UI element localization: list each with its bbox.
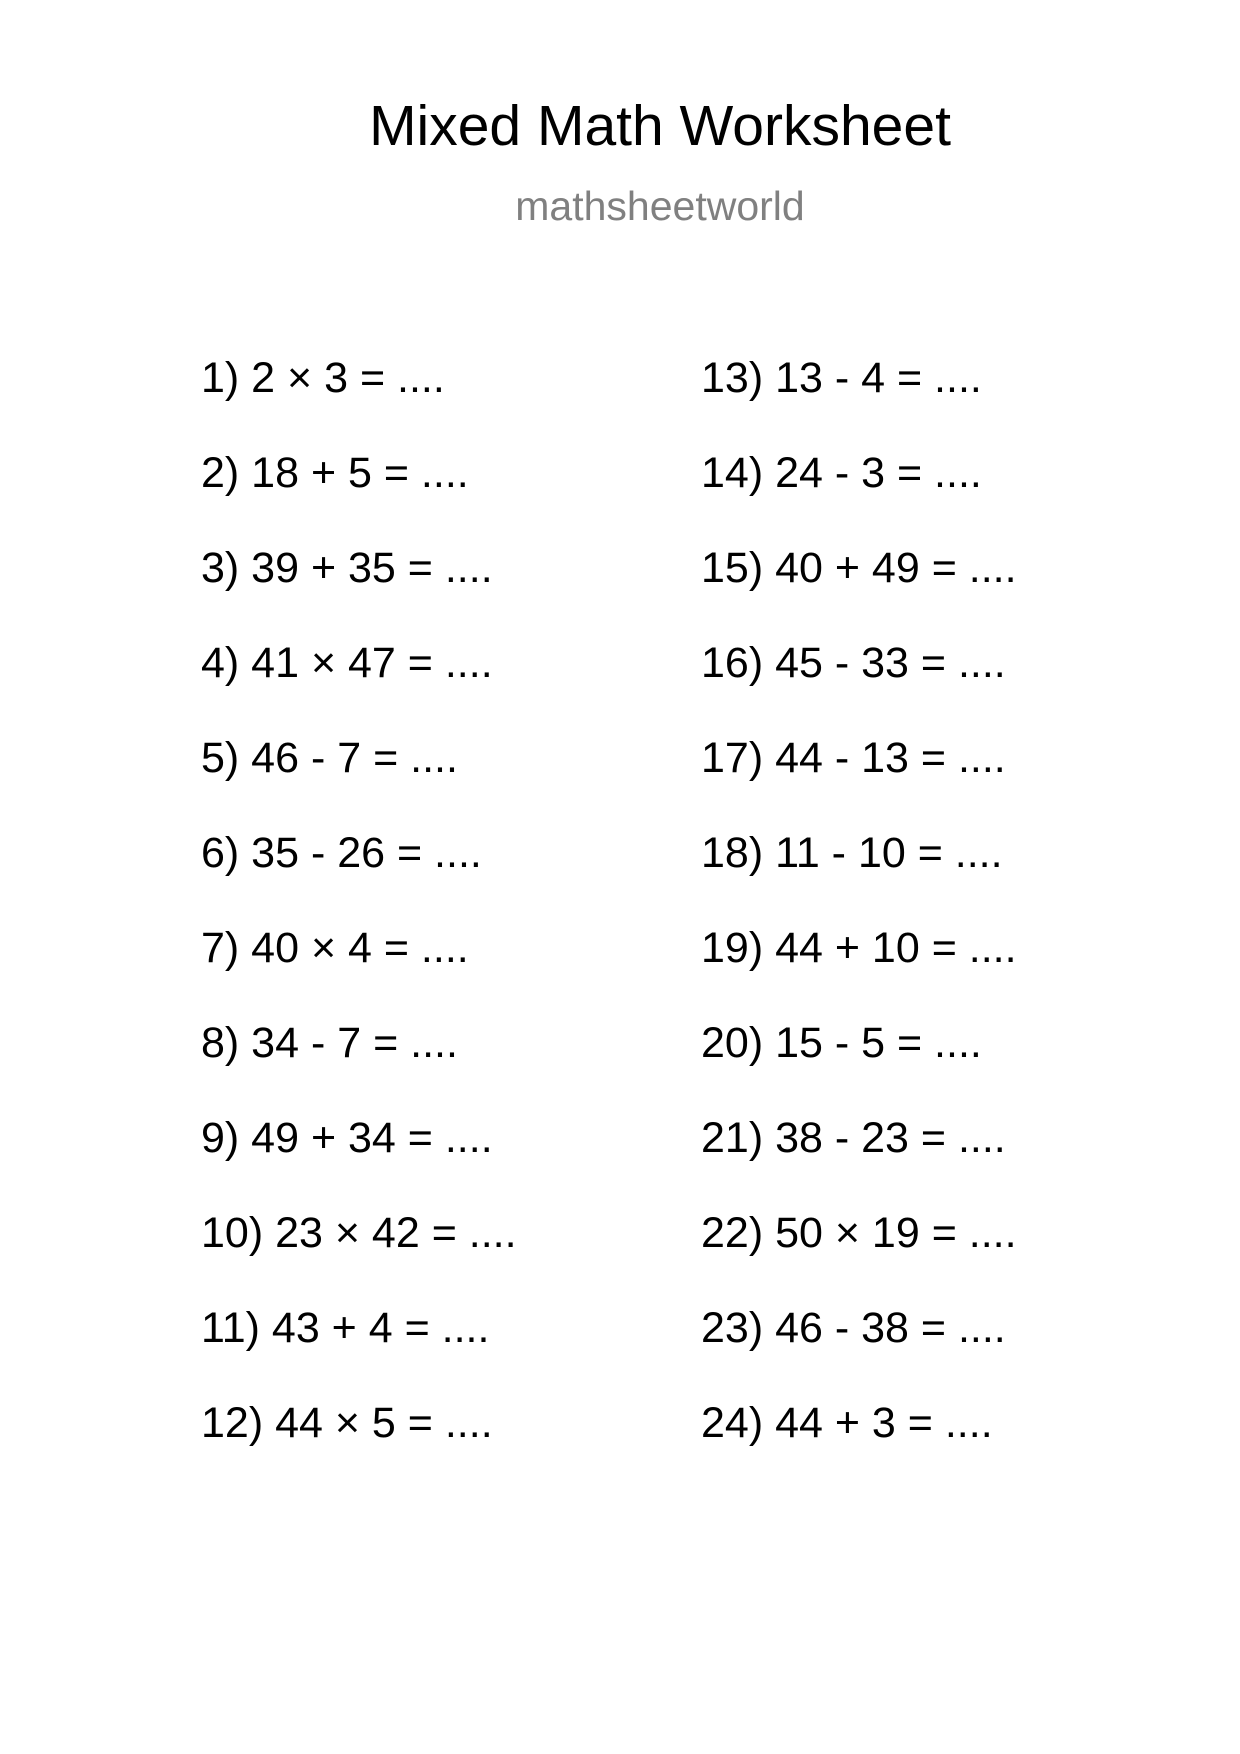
problem-22: 22) 50 × 19 = .... <box>701 1209 1017 1257</box>
problem-8: 8) 34 - 7 = .... <box>201 1019 458 1067</box>
problem-column-right <box>701 353 1017 1493</box>
problem-19: 19) 44 + 10 = .... <box>701 924 1017 972</box>
problem-14: 14) 24 - 3 = .... <box>701 449 982 497</box>
problem-23: 23) 46 - 38 = .... <box>701 1304 1006 1352</box>
problem-6: 6) 35 - 26 = .... <box>201 829 482 877</box>
problem-16: 16) 45 - 33 = .... <box>701 639 1006 687</box>
problem-4: 4) 41 × 47 = .... <box>201 639 493 687</box>
problem-10: 10) 23 × 42 = .... <box>201 1209 517 1257</box>
problem-13: 13) 13 - 4 = .... <box>701 354 982 402</box>
problem-column-left <box>201 353 517 1493</box>
problem-2: 2) 18 + 5 = .... <box>201 449 469 497</box>
problem-24: 24) 44 + 3 = .... <box>701 1399 993 1447</box>
problem-20: 20) 15 - 5 = .... <box>701 1019 982 1067</box>
worksheet-subtitle: mathsheetworld <box>515 183 805 229</box>
problem-12: 12) 44 × 5 = .... <box>201 1399 493 1447</box>
problem-15: 15) 40 + 49 = .... <box>701 544 1017 592</box>
worksheet-title: Mixed Math Worksheet <box>369 94 951 158</box>
problem-18: 18) 11 - 10 = .... <box>701 829 1003 877</box>
problem-9: 9) 49 + 34 = .... <box>201 1114 493 1162</box>
problem-17: 17) 44 - 13 = .... <box>701 734 1006 782</box>
problem-7: 7) 40 × 4 = .... <box>201 924 469 972</box>
problem-3: 3) 39 + 35 = .... <box>201 544 493 592</box>
problem-21: 21) 38 - 23 = .... <box>701 1114 1006 1162</box>
problem-11: 11) 43 + 4 = .... <box>201 1304 490 1352</box>
problem-5: 5) 46 - 7 = .... <box>201 734 458 782</box>
problem-1: 1) 2 × 3 = .... <box>201 354 445 402</box>
